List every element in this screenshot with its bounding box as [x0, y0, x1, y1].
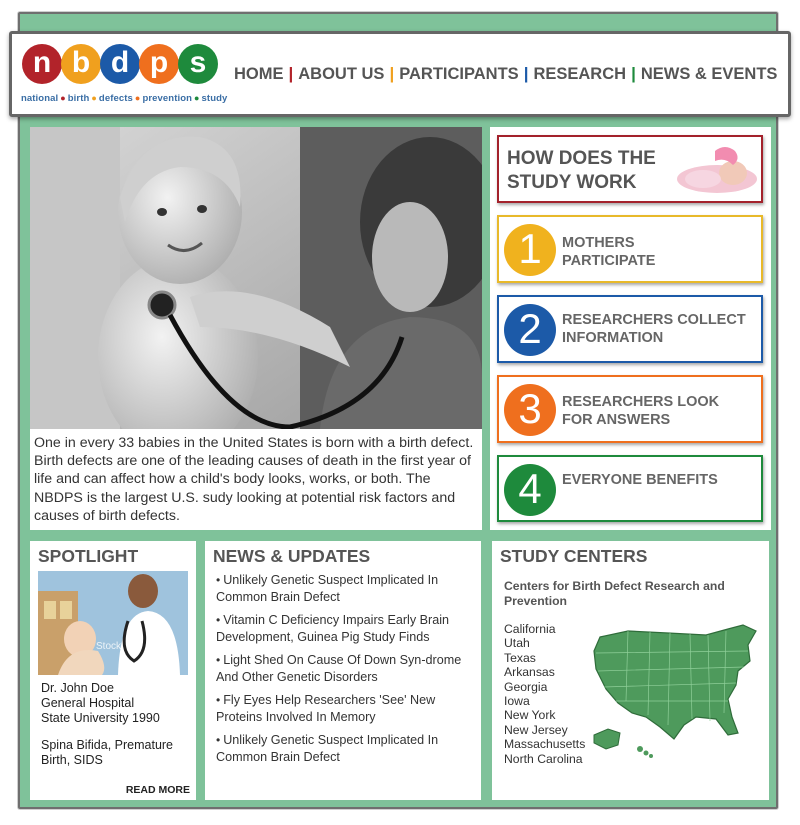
step-1-line1: MOTHERS — [562, 235, 635, 251]
center-arkansas[interactable]: Arkansas — [504, 665, 555, 680]
nav-research[interactable]: RESEARCH — [533, 64, 627, 83]
study-centers-panel — [492, 541, 769, 800]
how-title — [507, 147, 677, 195]
hero-description: One in every 33 babies in the United States is born with a birth defect. Birth defects are one of the leading causes of death in the first year of life and can affect how a child's body looks, works, or both. The NBDPS is the largest U.S. sudy looking at potential risk factors and causes of birth defects. — [34, 435, 474, 524]
sleeping-baby-image — [675, 143, 759, 197]
logo-letter-b: b — [61, 44, 101, 84]
news-item-text: Light Shed On Cause Of Down Syn-drome And Other Genetic Disorders — [216, 653, 462, 684]
center-new-york[interactable]: New York — [504, 708, 556, 723]
news-item[interactable] — [215, 732, 477, 766]
doctor-school: State University 1990 — [41, 711, 160, 725]
centers-list — [504, 622, 585, 766]
main-nav — [234, 64, 777, 84]
center-utah[interactable]: Utah — [504, 636, 530, 651]
centers-title: STUDY CENTERS — [500, 546, 648, 566]
step-2-line1: RESEARCHERS COLLECT — [562, 312, 746, 328]
step-4-line1: EVERYONE BENEFITS — [562, 472, 718, 488]
nav-separator: | — [389, 64, 395, 83]
step-2-number-badge: 2 — [504, 304, 556, 356]
step-1-number-badge: 1 — [504, 224, 556, 276]
logo-letter-d: d — [100, 44, 140, 84]
center-north-carolina[interactable]: North Carolina — [504, 751, 583, 766]
hero-panel — [30, 127, 482, 530]
step-4-box[interactable] — [497, 455, 763, 522]
nbdps-logo[interactable] — [22, 44, 217, 84]
step-2-box[interactable] — [497, 295, 763, 363]
center-california[interactable]: California — [504, 622, 556, 636]
hero-photo-doctor-child — [30, 127, 482, 429]
step-3-line1: RESEARCHERS LOOK — [562, 394, 720, 410]
tagline-word: defects — [98, 93, 133, 104]
tagline-word: prevention — [142, 93, 192, 104]
nav-separator: | — [523, 64, 529, 83]
news-item[interactable] — [215, 652, 477, 686]
news-item-text: Unlikely Genetic Suspect Implicated In Common Brain Defect — [216, 573, 439, 604]
tagline-word: national — [21, 93, 59, 104]
news-list — [215, 572, 477, 772]
spotlight-doctor-info — [41, 681, 191, 726]
spotlight-doctor-photo[interactable] — [38, 571, 188, 675]
center-georgia[interactable]: Georgia — [504, 679, 548, 694]
step-1-line2: PARTICIPATE — [562, 253, 656, 269]
bullet-icon: • — [216, 693, 221, 707]
step-2-line2: INFORMATION — [562, 330, 664, 346]
nav-news-events[interactable]: NEWS & EVENTS — [640, 64, 778, 83]
tagline-word: birth — [67, 93, 90, 104]
stock-watermark: Stock — [96, 641, 122, 652]
step-1-box[interactable] — [497, 215, 763, 283]
how-title-line1: HOW DOES THE — [507, 148, 656, 169]
center-texas[interactable]: Texas — [504, 650, 536, 665]
news-item-text: Vitamin C Deficiency Impairs Early Brain Development, Guinea Pig Study Finds — [216, 613, 450, 644]
center-massachusetts[interactable]: Massachusetts — [504, 737, 586, 752]
doctor-name: Dr. John Doe — [41, 681, 114, 695]
tagline-word: study — [201, 93, 228, 104]
us-map[interactable] — [588, 621, 763, 761]
doctor-hospital: General Hospital — [41, 696, 135, 710]
step-3-line2: FOR ANSWERS — [562, 412, 671, 428]
nav-home[interactable]: HOME — [234, 64, 284, 83]
logo-tagline: national ● birth ● defects ● prevention ● study — [21, 93, 228, 104]
bullet-icon: • — [216, 613, 221, 627]
how-does-study-work-box[interactable] — [497, 135, 763, 203]
center-iowa[interactable]: Iowa — [504, 694, 530, 709]
site-header — [9, 31, 791, 117]
news-panel — [205, 541, 481, 800]
bullet-icon: • — [216, 573, 221, 587]
step-4-number-badge: 4 — [504, 464, 556, 516]
nav-participants[interactable]: PARTICIPANTS — [399, 64, 519, 83]
read-more-link[interactable]: READ MORE — [125, 784, 190, 796]
news-item[interactable] — [215, 692, 477, 726]
doctor-specialties: Spina Bifida, Premature Birth, SIDS — [41, 738, 174, 767]
nav-separator: | — [288, 64, 294, 83]
news-item[interactable] — [215, 612, 477, 646]
news-item-text: Fly Eyes Help Researchers 'See' New Proteins Involved In Memory — [216, 693, 436, 724]
step-3-box[interactable] — [497, 375, 763, 443]
news-item-text: Unlikely Genetic Suspect Implicated In Common Brain Defect — [216, 733, 439, 764]
how-title-line2: STUDY WORK — [507, 172, 637, 193]
step-3-number-badge: 3 — [504, 384, 556, 436]
step-1-label — [562, 234, 655, 270]
bullet-icon: • — [216, 733, 221, 747]
step-2-label — [562, 311, 746, 347]
centers-subtitle: Centers for Birth Defect Research and Prevention — [504, 579, 725, 608]
center-new-jersey[interactable]: New Jersey — [504, 722, 568, 737]
spotlight-title: SPOTLIGHT — [38, 546, 139, 566]
step-4-label — [562, 471, 718, 489]
news-item[interactable] — [215, 572, 477, 606]
study-steps-panel — [490, 127, 771, 530]
nav-about-us[interactable]: ABOUT US — [298, 64, 385, 83]
logo-letter-n: n — [22, 44, 62, 84]
news-title: NEWS & UPDATES — [213, 546, 371, 566]
bullet-icon: • — [216, 653, 221, 667]
logo-letter-s: s — [178, 44, 218, 84]
spotlight-panel — [30, 541, 196, 800]
nav-separator: | — [631, 64, 636, 83]
step-3-label — [562, 393, 719, 429]
logo-letter-p: p — [139, 44, 179, 84]
